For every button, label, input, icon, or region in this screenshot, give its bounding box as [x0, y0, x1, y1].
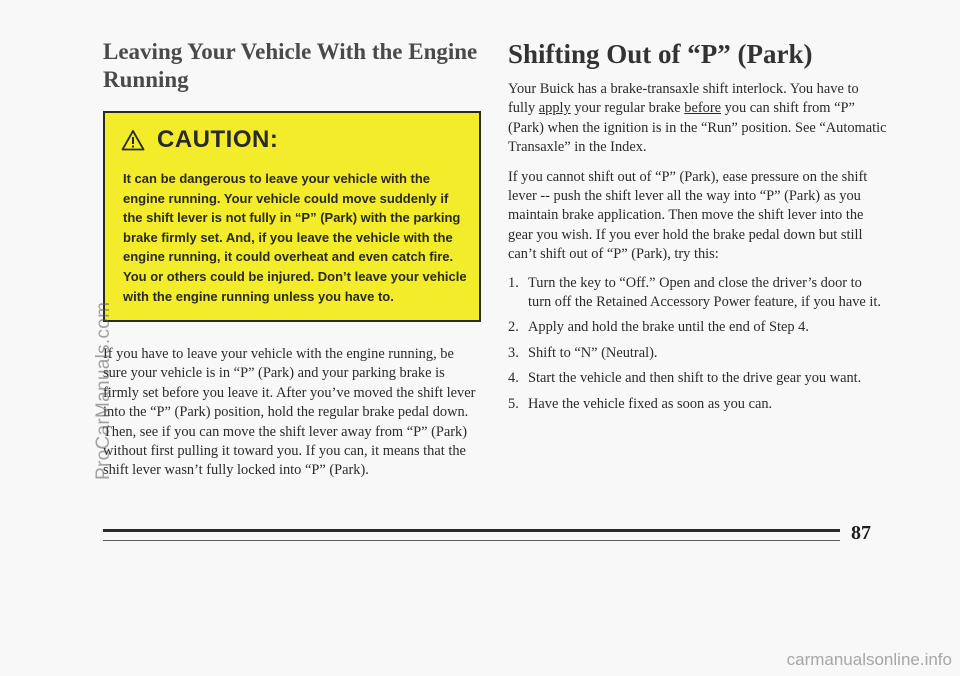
- step-number: 5.: [508, 395, 519, 412]
- caution-title: CAUTION:: [157, 126, 279, 153]
- left-paragraph: If you have to leave your vehicle with the engine running, be sure your vehicle is in “P” (Park) and your parking brake is firmly set before you leave it. After you’ve moved the shift lever into the “P” (Park) position, hold the regular brake pedal down. Then, see if you can move the shift lever away from “P” (Park) without first pulling it toward you. If you can, it means that the shift lever wasn’t fully locked into “P” (Park).: [103, 346, 476, 479]
- step-number: 1.: [508, 274, 519, 291]
- footer-rule-thin: [103, 540, 840, 541]
- right-column: [508, 38, 888, 420]
- caution-header: [121, 125, 467, 155]
- step-text: Start the vehicle and then shift to the drive gear you want.: [528, 370, 862, 387]
- step-text: Shift to “N” (Neutral).: [528, 344, 658, 361]
- step-number: 4.: [508, 370, 519, 387]
- step-text: Apply and hold the brake until the end of Step 4.: [528, 319, 809, 336]
- apply-emphasis: apply: [538, 100, 571, 117]
- caution-text: It can be dangerous to leave your vehicle with the engine running. Your vehicle could move suddenly if the shift lever is not fully in “P” (Park) with the parking brake firmly set. And, if you leave the vehicle with the engine running, it could overheat and even catch fire. You or others could be injured. Don’t leave your vehicle with the engine running unless you have to.: [123, 171, 467, 304]
- page-number: 87: [851, 522, 871, 544]
- step-number: 3.: [508, 344, 519, 361]
- step-number: 2.: [508, 319, 519, 336]
- list-item: [508, 344, 888, 363]
- left-heading: Leaving Your Vehicle With the Engine Running: [103, 39, 478, 92]
- interlock-paragraph: [508, 80, 888, 158]
- list-item: [508, 395, 888, 414]
- warning-triangle-icon: [121, 129, 145, 151]
- before-emphasis: before: [684, 100, 721, 117]
- right-heading: Shifting Out of “P” (Park): [508, 39, 813, 69]
- footer-rule-thick: [103, 529, 840, 532]
- list-item: [508, 274, 888, 313]
- list-item: [508, 318, 888, 337]
- step-text: Have the vehicle fixed as soon as you can.: [528, 395, 773, 412]
- interlock-text-c: you can shift from “P” (Park) when the ignition is in the “Run” position. See “Automatic Transaxle” in the Index.: [508, 100, 887, 156]
- bottom-watermark: carmanualsonline.info: [786, 650, 952, 669]
- interlock-text-a: Your Buick has a brake-transaxle shift interlock. You have to fully: [508, 81, 859, 117]
- caution-box: [103, 111, 481, 322]
- left-column: [103, 38, 481, 481]
- side-watermark: ProCarManuals.com: [93, 301, 114, 480]
- steps-list: [508, 274, 888, 414]
- cannot-shift-paragraph: If you cannot shift out of “P” (Park), ease pressure on the shift lever -- push the shift lever all the way into “P” (Park) as you maintain brake application. Then move the shift lever into the gear you wish. If you ever hold the brake pedal down but still can’t shift out of “P” (Park), try this:: [508, 168, 868, 263]
- list-item: [508, 369, 888, 388]
- step-text: Turn the key to “Off.” Open and close the driver’s door to turn off the Retained Accessory Power feature, if you have it.: [528, 274, 881, 311]
- interlock-text-b: your regular brake: [570, 100, 685, 117]
